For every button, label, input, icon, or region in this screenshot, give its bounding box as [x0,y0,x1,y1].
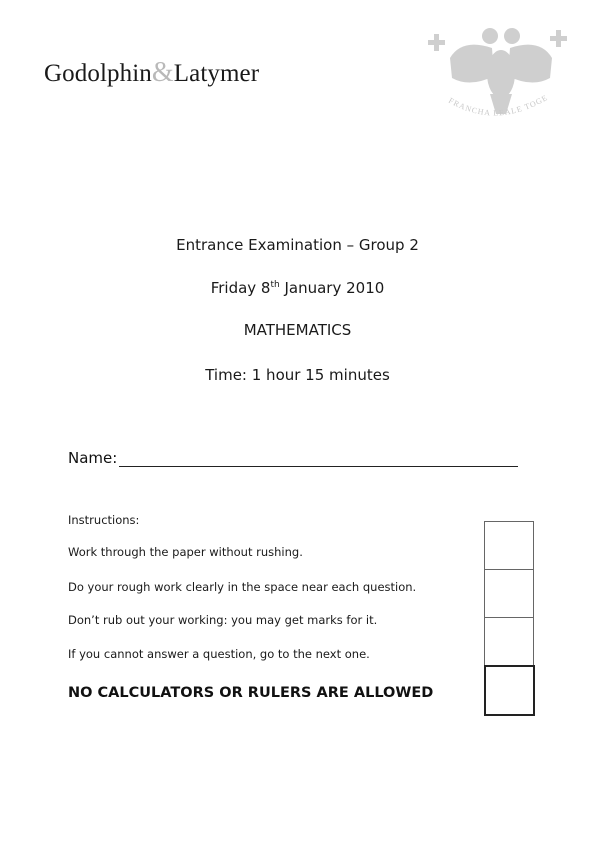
calculator-warning: NO CALCULATORS OR RULERS ARE ALLOWED [68,685,434,701]
school-crest-icon [420,18,582,130]
instruction-item: Do your rough work clearly in the space near each question. [68,580,417,594]
exam-date-prefix: Friday 8 [210,279,271,297]
instruction-item: If you cannot answer a question, go to the next one. [68,647,370,661]
name-label: Name: [68,449,118,467]
exam-date-suffix-sup: th [270,280,280,290]
name-field-line[interactable] [119,466,518,467]
instruction-item: Don’t rub out your working: you may get marks for it. [68,613,378,627]
crest-motto: FRANCHA LEALE TOGE [447,92,550,118]
exam-date [0,279,595,297]
mark-boxes [484,521,534,716]
logo-text-latymer: Latymer [173,60,260,87]
total-mark-box [484,665,535,716]
mark-box [484,569,534,617]
exam-title: Entrance Examination – Group 2 [176,236,419,254]
instruction-item: Work through the paper without rushing. [68,545,303,559]
school-logo [44,57,259,89]
logo-ampersand: & [151,57,174,88]
logo-text-godolphin: Godolphin [44,60,152,87]
exam-date-rest: January 2010 [279,279,385,297]
mark-box [484,521,534,569]
exam-time: Time: 1 hour 15 minutes [205,366,390,384]
instructions-heading: Instructions: [68,513,140,527]
exam-subject: MATHEMATICS [243,321,352,339]
mark-box [484,617,534,665]
